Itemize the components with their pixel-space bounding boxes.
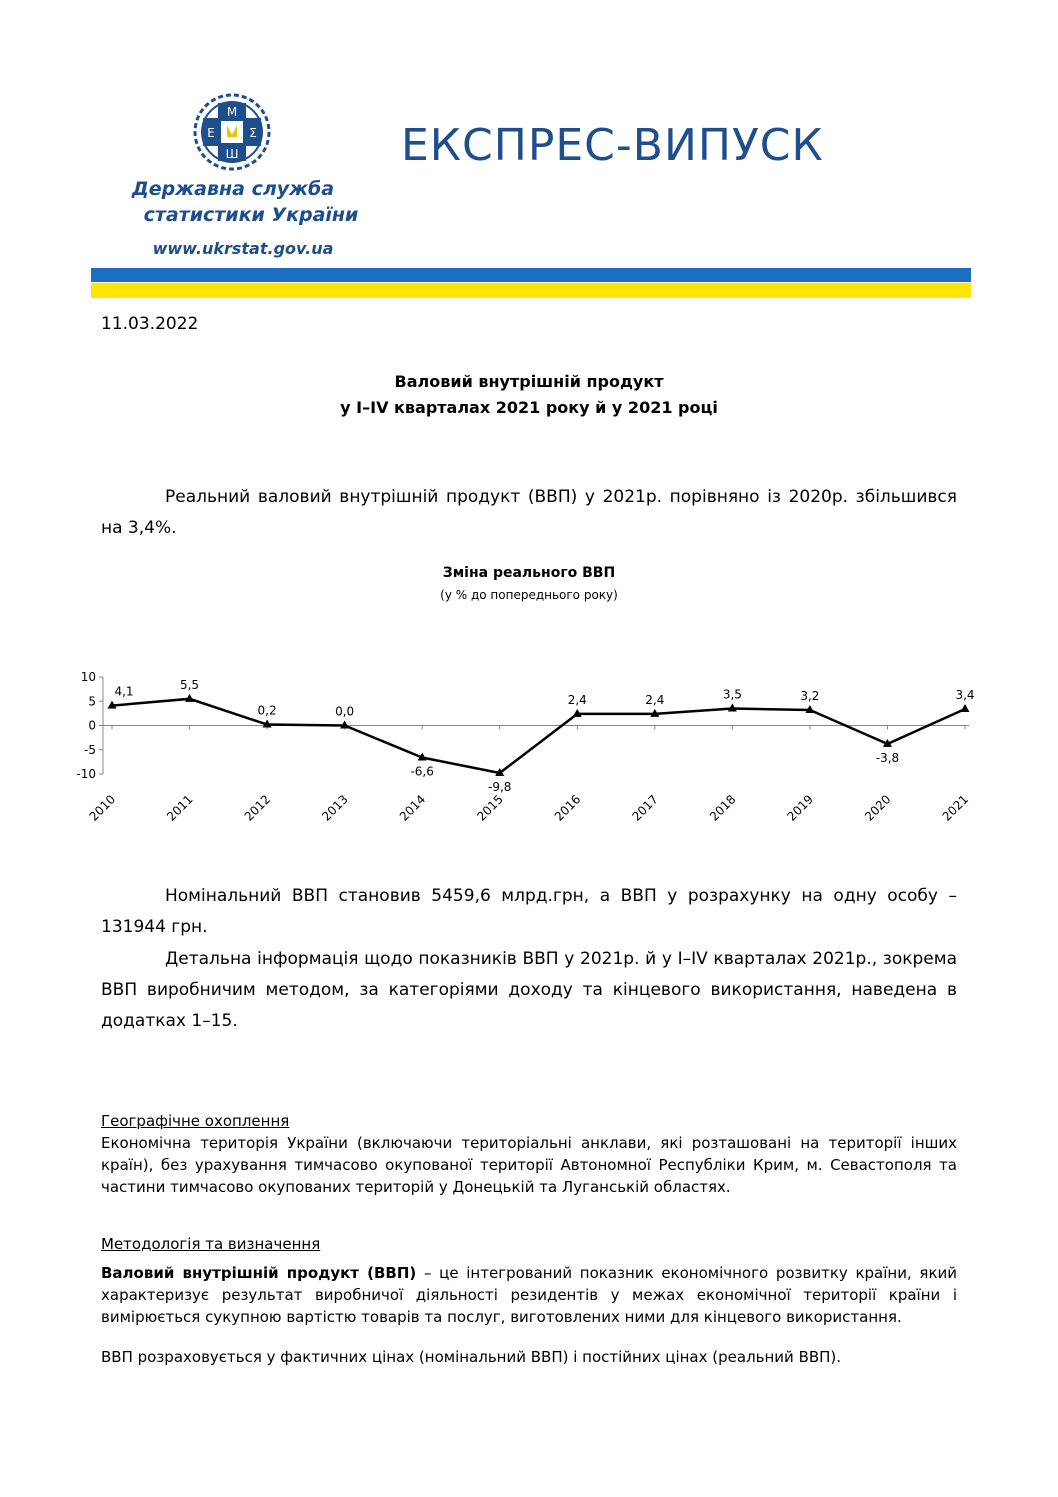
data-point-marker: [961, 704, 970, 712]
geography-text: Економічна територія України (включаючи територіальні анклави, які розташовані на території інших країн), без урахування тимчасово окупованої території Автономної Республіки Крим, м. Севастополя та частини тимчасово окупованих територій у Донецькій та Луганській областях.: [101, 1134, 957, 1196]
release-date: 11.03.2022: [101, 314, 199, 334]
gdp-term: Валовий внутрішній продукт (ВВП): [101, 1264, 417, 1282]
y-tick-label: -5: [84, 742, 96, 757]
x-tick-label: 2010: [86, 792, 119, 824]
document-title-line1: Валовий внутрішній продукт: [394, 372, 664, 391]
methodology-heading: Методологія та визначення: [101, 1235, 321, 1253]
chart-subtitle: (у % до попереднього року): [440, 588, 618, 602]
chart-title: Зміна реального ВВП: [442, 565, 616, 581]
data-point-marker: [185, 694, 194, 702]
document-title-line2: у I–IV кварталах 2021 року й у 2021 році: [340, 398, 718, 417]
gdp-definition: – це інтегрований показник економічного розвитку країни, який характеризує результат виробничої діяльності резидентів у межах економічної території країни і вимірюється сукупною вартістю товарів та послуг, виготовлених ними для кінцевого використання.: [101, 1264, 958, 1326]
flag-band-blue: [91, 268, 971, 282]
x-tick-label: 2018: [706, 792, 739, 824]
data-label: -6,6: [410, 764, 434, 779]
gdp-line-chart: [60, 650, 1000, 834]
y-tick-label: 0: [88, 718, 96, 733]
data-label: -9,8: [488, 780, 512, 795]
data-label: 4,1: [114, 684, 134, 699]
express-release-title: ЕКСПРЕС-ВИПУСК: [401, 120, 824, 171]
x-tick-label: 2014: [396, 792, 429, 824]
data-label: 0,2: [257, 703, 277, 718]
x-tick-label: 2021: [939, 792, 972, 824]
data-label: 3,2: [800, 688, 820, 703]
data-label: 3,4: [955, 688, 975, 703]
series-line: [112, 699, 965, 773]
x-tick-label: 2011: [164, 792, 196, 824]
agency-name-line2: статистики України: [143, 204, 359, 226]
x-tick-label: 2020: [862, 792, 894, 824]
methodology-text: [101, 1262, 957, 1328]
data-label: 2,4: [567, 692, 587, 707]
svg-text:М: М: [226, 105, 238, 119]
x-tick-label: 2015: [474, 792, 506, 824]
y-tick-label: 10: [80, 670, 96, 684]
data-label: 0,0: [335, 704, 355, 719]
paragraph-details: Детальна інформація щодо показників ВВП у 2021р. й у I–IV кварталах 2021р., зокрема ВВП виробничим методом, за категоріями доходу та кінцевого використання, наведена в додатках 1–15.: [101, 949, 957, 1031]
svg-text:Ʃ: Ʃ: [249, 126, 257, 140]
svg-text:Ε: Ε: [207, 126, 215, 140]
x-tick-label: 2016: [551, 792, 584, 824]
x-tick-label: 2019: [784, 792, 817, 824]
data-label: 3,5: [722, 687, 742, 702]
data-label: -3,8: [875, 750, 900, 765]
x-tick-label: 2012: [241, 792, 274, 824]
agency-name-line1: Державна служба: [131, 178, 335, 200]
x-tick-label: 2013: [319, 792, 351, 824]
x-tick-label: 2017: [629, 792, 661, 824]
flag-band-yellow: [91, 283, 971, 298]
methodology-note: ВВП розраховується у фактичних цінах (номінальний ВВП) і постійних цінах (реальний ВВП).: [101, 1348, 842, 1366]
data-label: 2,4: [645, 692, 665, 707]
paragraph-real-gdp: Реальний валовий внутрішній продукт (ВВП) у 2021р. порівняно із 2020р. збільшився на 3,4%.: [101, 487, 957, 538]
website-link[interactable]: www.ukrstat.gov.ua: [152, 239, 334, 258]
paragraph-nominal-gdp: Номінальний ВВП становив 5459,6 млрд.грн, а ВВП у розрахунку на одну особу – 131944 грн.: [101, 886, 957, 937]
agency-logo: [183, 91, 281, 173]
data-label: 5,5: [179, 677, 200, 692]
geography-heading: Географічне охоплення: [101, 1112, 290, 1130]
y-tick-label: 5: [88, 694, 96, 709]
y-tick-label: -10: [76, 767, 96, 781]
svg-text:Ш: Ш: [225, 147, 239, 161]
